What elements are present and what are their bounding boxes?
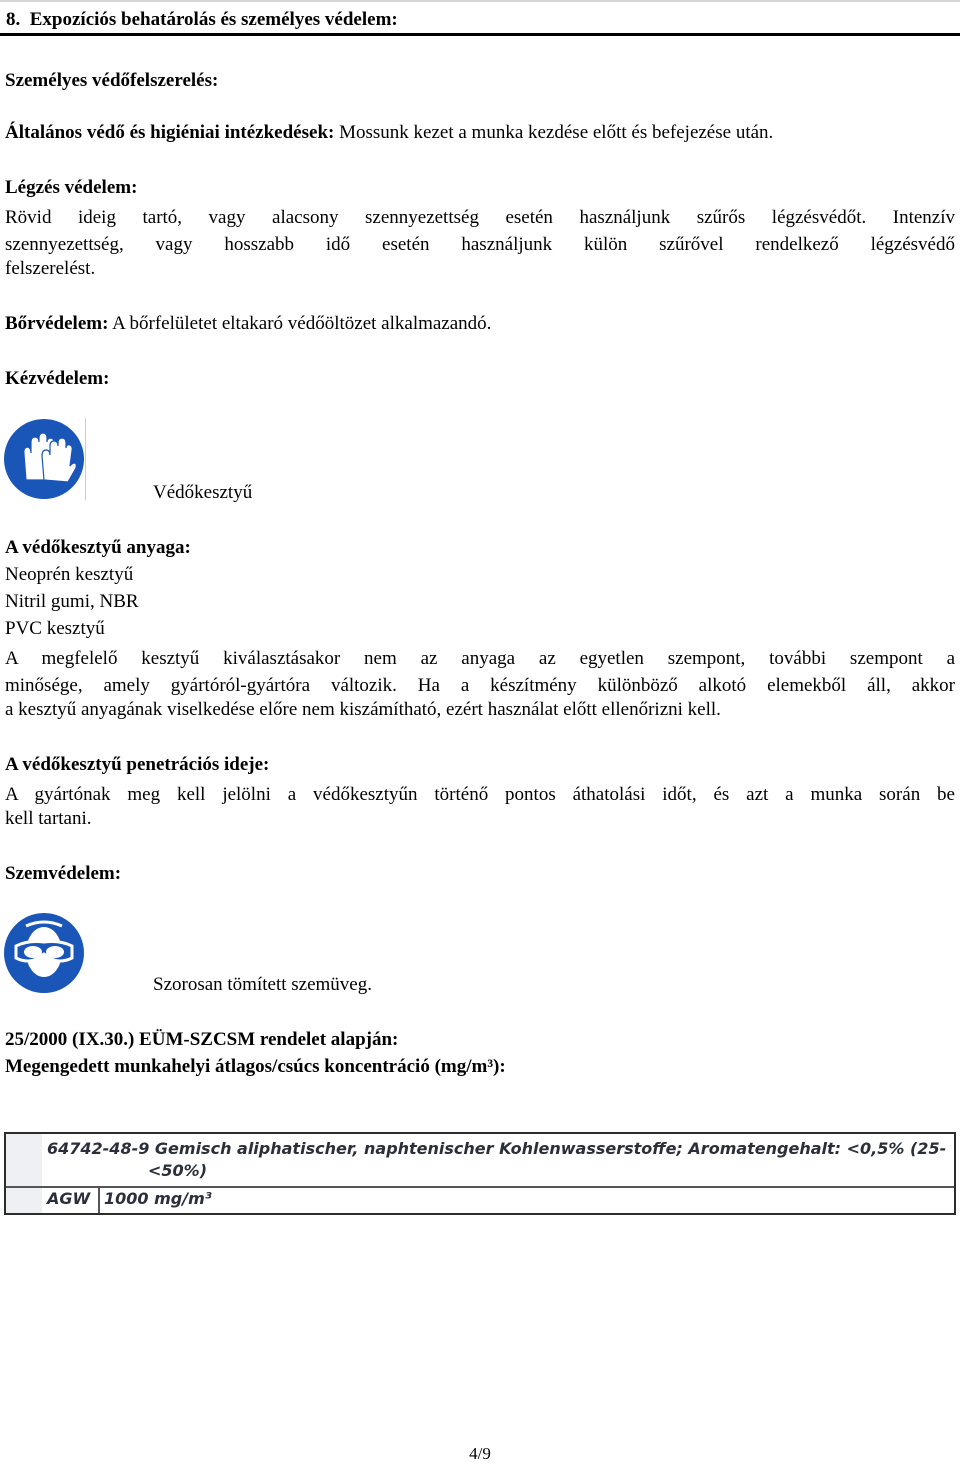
- table-row: [6, 1188, 954, 1213]
- respiratory-title: Légzés védelem:: [5, 177, 138, 198]
- agw-label: AGW: [47, 1189, 91, 1208]
- skin-protection: [5, 313, 491, 335]
- goggles-icon: [4, 912, 86, 994]
- page-number: 4/9: [469, 1444, 491, 1463]
- substance-line-1: 64742-48-9 Gemisch aliphatischer, naphtenischer Kohlenwasserstoffe; Aromatengehalt: <0,5% (25-: [47, 1139, 947, 1158]
- hand-protection-title: Kézvédelem:: [5, 368, 110, 389]
- section-header: [0, 2, 960, 36]
- section-title: 8. Expozíciós behatárolás és személyes védelem:: [6, 9, 398, 30]
- glove-material-title: A védőkesztyű anyaga:: [5, 537, 191, 558]
- personal-protection-title: Személyes védőfelszerelés:: [5, 70, 219, 91]
- skin-protection-label: Bőrvédelem:: [5, 313, 109, 334]
- respiratory-line-1: Rövid ideig tartó, vagy alacsony szennyezettség esetén használjunk szűrős légzésvédőt. Intenzív: [5, 207, 955, 228]
- glove-material-item: Neoprén kesztyű: [5, 564, 134, 585]
- glove-selection-line-1: A megfelelő kesztyű kiválasztásakor nem az anyaga az egyetlen szempont, további szempont a: [5, 648, 955, 669]
- general-measures-label: Általános védő és higiéniai intézkedések:: [5, 122, 335, 143]
- glove-selection-line-3: a kesztyű anyagának viselkedése előre nem kiszámítható, ezért használat előtt ellenőrizni kell.: [5, 699, 721, 720]
- regulation-line-2: Megengedett munkahelyi átlagos/csúcs koncentráció (mg/m³):: [5, 1056, 506, 1077]
- penetration-title: A védőkesztyű penetrációs ideje:: [5, 754, 270, 775]
- goggles-caption: Szorosan tömített szemüveg.: [153, 974, 372, 995]
- general-measures: [5, 122, 773, 144]
- exposure-limit-table: [4, 1132, 956, 1215]
- table-cell-label: [42, 1188, 100, 1213]
- penetration-line-1: A gyártónak meg kell jelölni a védőkesztyűn történő pontos áthatolási időt, és azt a munka során be: [5, 784, 955, 805]
- table-row: [6, 1134, 954, 1188]
- icon-divider: [85, 418, 86, 500]
- respiratory-line-2: szennyezettség, vagy hosszabb idő esetén használjunk külön szűrővel rendelkező légzésvédő: [5, 234, 955, 255]
- skin-protection-text: A bőrfelületet eltakaró védőöltözet alkalmazandó.: [108, 313, 492, 334]
- general-measures-text: Mossunk kezet a munka kezdése előtt és befejezése után.: [334, 122, 774, 143]
- gloves-caption: Védőkesztyű: [153, 482, 253, 503]
- gloves-icon: [4, 418, 86, 500]
- glove-selection-line-2: minősége, amely gyártóról-gyártóra változik. Ha a készítmény különböző alkotó elemekből áll, akkor: [5, 675, 955, 696]
- eye-protection-title: Szemvédelem:: [5, 863, 122, 884]
- substance-line-2: <50%): [148, 1161, 208, 1180]
- glove-material-item: PVC kesztyű: [5, 618, 105, 639]
- penetration-line-2: kell tartani.: [5, 808, 92, 829]
- respiratory-line-3: felszerelést.: [5, 258, 96, 279]
- regulation-line-1: 25/2000 (IX.30.) EÜM-SZCSM rendelet alapján:: [5, 1029, 399, 1050]
- agw-value: 1000 mg/m³: [104, 1189, 212, 1208]
- glove-material-item: Nitril gumi, NBR: [5, 591, 139, 612]
